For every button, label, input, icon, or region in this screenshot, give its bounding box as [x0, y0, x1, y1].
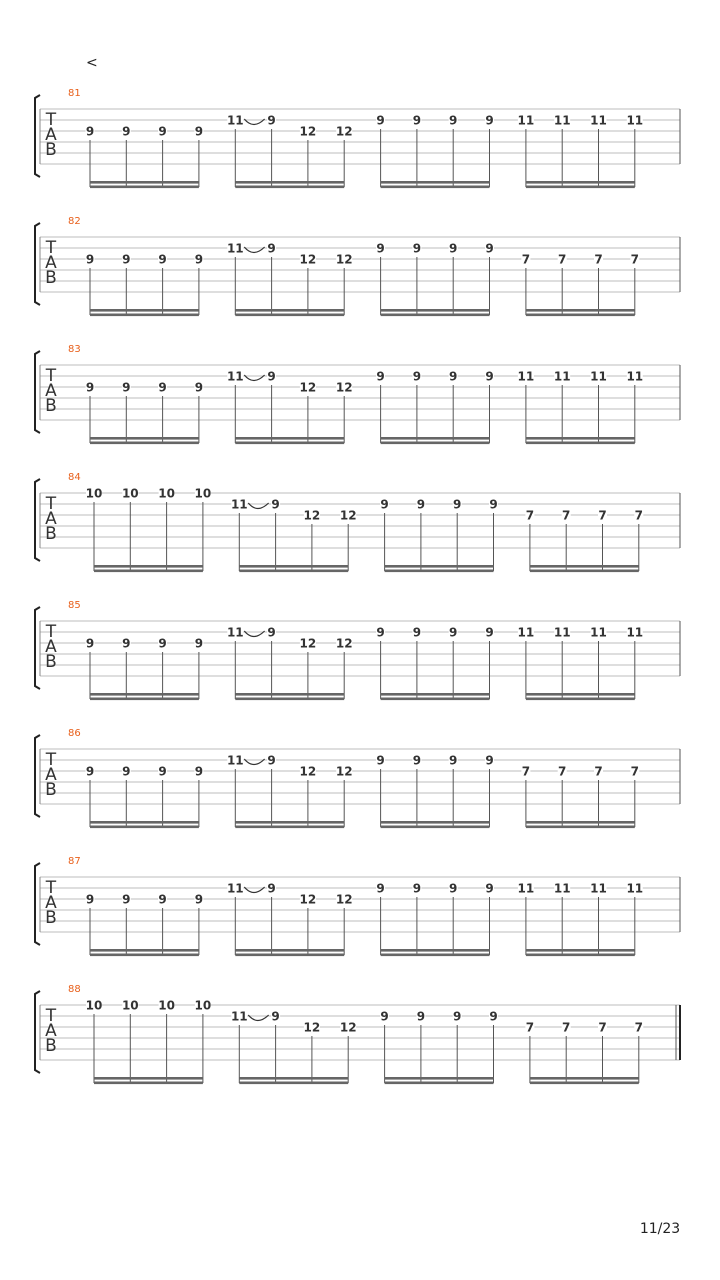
measure-number: 86: [68, 728, 81, 739]
fret-number: 12: [299, 252, 317, 267]
tab-system: [35, 600, 680, 700]
tab-clef-letter: T: [45, 366, 57, 386]
tab-system: [35, 88, 680, 188]
fret-number: 11: [230, 497, 248, 512]
fret-number: 11: [226, 753, 244, 768]
tab-clef-letter: B: [45, 396, 57, 416]
note-beam: [526, 437, 635, 440]
note-beam: [235, 826, 344, 829]
system-brace: [35, 735, 40, 817]
fret-number: 9: [489, 1009, 498, 1024]
fret-number: 11: [553, 625, 571, 640]
fret-number: 9: [85, 764, 95, 779]
tab-clef-letter: A: [45, 509, 57, 529]
tab-system: [35, 216, 680, 316]
fret-number: 9: [194, 124, 204, 139]
fret-number: 12: [335, 636, 353, 651]
note-beam: [90, 949, 199, 952]
fret-number: 12: [339, 508, 357, 523]
note-beam: [90, 181, 199, 184]
tab-clef-letter: T: [45, 110, 57, 130]
system-brace: [35, 351, 40, 433]
fret-number: 10: [158, 486, 175, 501]
measure-number: 81: [68, 88, 81, 99]
fret-number: 7: [525, 1020, 535, 1035]
note-beam: [530, 1077, 639, 1080]
fret-number: 9: [158, 124, 167, 139]
fret-number: 9: [376, 369, 385, 384]
tab-clef-letter: B: [45, 140, 57, 160]
tab-clef-letter: A: [45, 1021, 57, 1041]
fret-number: 9: [85, 252, 95, 267]
fret-number: 9: [376, 881, 385, 896]
fret-number: 11: [590, 113, 607, 128]
fret-number: 7: [525, 508, 535, 523]
fret-number: 9: [267, 625, 276, 640]
note-beam: [235, 693, 344, 696]
measure-number: 84: [68, 472, 81, 483]
note-beam: [235, 186, 344, 189]
fret-number: 12: [299, 764, 317, 779]
note-beam: [235, 309, 344, 312]
fret-number: 12: [335, 380, 353, 395]
note-beam: [94, 1082, 203, 1085]
fret-number: 12: [339, 1020, 357, 1035]
fret-number: 9: [122, 892, 131, 907]
fret-number: 7: [562, 1020, 571, 1035]
note-beam: [526, 698, 635, 701]
fret-number: 7: [594, 764, 603, 779]
fret-number: 10: [85, 998, 103, 1013]
fret-number: 11: [626, 113, 644, 128]
measure-number: 82: [68, 216, 81, 227]
fret-number: 9: [449, 241, 458, 256]
fret-number: 9: [267, 369, 276, 384]
note-beam: [526, 826, 635, 829]
tab-system: [35, 856, 680, 956]
fret-number: 9: [158, 636, 167, 651]
tab-clef-letter: A: [45, 125, 57, 145]
fret-number: 9: [485, 881, 494, 896]
note-beam: [235, 949, 344, 952]
fret-number: 12: [335, 892, 353, 907]
fret-number: 9: [485, 753, 494, 768]
tab-clef-letter: T: [45, 750, 57, 770]
note-beam: [526, 693, 635, 696]
system-brace: [35, 479, 40, 561]
fret-number: 9: [412, 625, 422, 640]
fret-number: 9: [449, 881, 458, 896]
tab-clef-letter: T: [45, 622, 57, 642]
fret-number: 7: [598, 1020, 607, 1035]
fret-number: 11: [590, 881, 607, 896]
tab-clef-letter: B: [45, 652, 57, 672]
fret-number: 12: [299, 892, 317, 907]
fret-number: 7: [598, 508, 607, 523]
fret-number: 9: [271, 497, 280, 512]
note-beam: [381, 949, 490, 952]
fret-number: 9: [380, 1009, 389, 1024]
fret-number: 12: [299, 124, 317, 139]
note-beam: [235, 314, 344, 317]
note-beam: [530, 565, 639, 568]
fret-number: 9: [412, 753, 422, 768]
fret-number: 9: [194, 252, 204, 267]
fret-number: 9: [449, 753, 458, 768]
note-beam: [385, 570, 494, 573]
note-beam: [381, 309, 490, 312]
fret-number: 9: [267, 881, 276, 896]
fret-number: 9: [158, 892, 167, 907]
fret-number: 9: [376, 753, 385, 768]
note-beam: [239, 1082, 348, 1085]
fret-number: 9: [485, 241, 494, 256]
fret-number: 9: [158, 252, 167, 267]
fret-number: 12: [303, 508, 321, 523]
fret-number: 11: [590, 369, 607, 384]
tab-clef-letter: T: [45, 494, 57, 514]
fret-number: 7: [521, 764, 531, 779]
system-brace: [35, 991, 40, 1073]
fret-number: 9: [376, 241, 385, 256]
fret-number: 7: [521, 252, 531, 267]
fret-number: 9: [412, 881, 422, 896]
tab-system: [35, 728, 680, 828]
fret-number: 10: [194, 998, 212, 1013]
fret-number: 9: [449, 113, 458, 128]
fret-number: 10: [121, 998, 139, 1013]
note-beam: [235, 698, 344, 701]
tab-system: [35, 984, 680, 1084]
note-beam: [90, 954, 199, 957]
fret-number: 9: [122, 764, 131, 779]
note-beam: [90, 437, 199, 440]
fret-number: 11: [517, 113, 535, 128]
note-beam: [381, 437, 490, 440]
note-beam: [90, 314, 199, 317]
note-beam: [235, 442, 344, 445]
system-brace: [35, 607, 40, 689]
fret-number: 11: [226, 369, 244, 384]
fret-number: 9: [380, 497, 389, 512]
fret-number: 11: [226, 241, 244, 256]
fret-number: 7: [558, 252, 567, 267]
fret-number: 9: [267, 241, 276, 256]
note-beam: [90, 693, 199, 696]
note-beam: [381, 442, 490, 445]
note-beam: [239, 565, 348, 568]
fret-number: 9: [412, 113, 422, 128]
fret-number: 11: [226, 625, 244, 640]
note-beam: [526, 181, 635, 184]
fret-number: 11: [230, 1009, 248, 1024]
tab-system: [35, 472, 680, 572]
note-beam: [235, 954, 344, 957]
fret-number: 11: [553, 369, 571, 384]
note-beam: [381, 826, 490, 829]
fret-number: 9: [453, 1009, 462, 1024]
system-brace: [35, 223, 40, 305]
fret-number: 9: [85, 892, 95, 907]
note-beam: [381, 181, 490, 184]
fret-number: 9: [194, 380, 204, 395]
note-beam: [526, 309, 635, 312]
measure-number: 87: [68, 856, 81, 867]
fret-number: 9: [453, 497, 462, 512]
fret-number: 9: [449, 625, 458, 640]
note-beam: [235, 821, 344, 824]
note-beam: [90, 309, 199, 312]
fret-number: 11: [226, 881, 244, 896]
fret-number: 10: [158, 998, 175, 1013]
fret-number: 9: [376, 625, 385, 640]
note-beam: [239, 570, 348, 573]
note-beam: [381, 314, 490, 317]
fret-number: 12: [303, 1020, 321, 1035]
fret-number: 12: [335, 124, 353, 139]
note-beam: [90, 698, 199, 701]
tab-clef-letter: A: [45, 381, 57, 401]
fret-number: 9: [412, 369, 422, 384]
fret-number: 10: [121, 486, 139, 501]
fret-number: 9: [122, 380, 131, 395]
note-beam: [381, 186, 490, 189]
fret-number: 7: [630, 252, 639, 267]
fret-number: 9: [267, 753, 276, 768]
note-beam: [385, 1082, 494, 1085]
fret-number: 11: [626, 625, 644, 640]
page-number: 11/23: [639, 1221, 681, 1237]
tab-clef-letter: A: [45, 253, 57, 273]
fret-number: 12: [299, 380, 317, 395]
note-beam: [530, 570, 639, 573]
fret-number: 7: [562, 508, 571, 523]
fret-number: 12: [335, 252, 353, 267]
tab-clef-letter: B: [45, 524, 57, 544]
note-beam: [90, 826, 199, 829]
note-beam: [90, 821, 199, 824]
fret-number: 11: [590, 625, 607, 640]
tab-clef-letter: B: [45, 908, 57, 928]
fret-number: 9: [267, 113, 276, 128]
note-beam: [526, 442, 635, 445]
note-beam: [526, 186, 635, 189]
fret-number: 9: [122, 252, 131, 267]
measure-number: 83: [68, 344, 81, 355]
tab-system: [35, 344, 680, 444]
fret-number: 11: [553, 881, 571, 896]
fret-number: 9: [489, 497, 498, 512]
fret-number: 9: [122, 124, 131, 139]
fret-number: 9: [85, 124, 95, 139]
tab-clef-letter: T: [45, 878, 57, 898]
fret-number: 12: [335, 764, 353, 779]
fret-number: 7: [630, 764, 639, 779]
tab-clef-letter: T: [45, 238, 57, 258]
note-beam: [235, 181, 344, 184]
system-brace: [35, 863, 40, 945]
fret-number: 9: [122, 636, 131, 651]
fret-number: 7: [594, 252, 603, 267]
fret-number: 9: [485, 369, 494, 384]
fret-number: 9: [194, 892, 204, 907]
note-beam: [381, 954, 490, 957]
note-beam: [381, 821, 490, 824]
tab-clef-letter: B: [45, 1036, 57, 1056]
tab-clef-letter: A: [45, 637, 57, 657]
fret-number: 9: [85, 380, 95, 395]
fret-number: 11: [226, 113, 244, 128]
fret-number: 10: [85, 486, 103, 501]
note-beam: [94, 565, 203, 568]
fret-number: 11: [553, 113, 571, 128]
note-beam: [239, 1077, 348, 1080]
note-beam: [94, 570, 203, 573]
note-beam: [526, 954, 635, 957]
fret-number: 11: [517, 625, 535, 640]
tab-clef-letter: A: [45, 893, 57, 913]
fret-number: 11: [626, 369, 644, 384]
note-beam: [385, 565, 494, 568]
tab-clef-letter: T: [45, 1006, 57, 1026]
note-beam: [526, 314, 635, 317]
fret-number: 7: [634, 508, 643, 523]
measure-number: 85: [68, 600, 81, 611]
fret-number: 7: [634, 1020, 643, 1035]
fret-number: 9: [194, 764, 204, 779]
note-beam: [94, 1077, 203, 1080]
fret-number: 12: [299, 636, 317, 651]
note-beam: [381, 698, 490, 701]
fret-number: 9: [485, 625, 494, 640]
fret-number: 9: [416, 497, 426, 512]
fret-number: 10: [194, 486, 212, 501]
fret-number: 9: [194, 636, 204, 651]
note-beam: [90, 442, 199, 445]
fret-number: 9: [158, 764, 167, 779]
tab-clef-letter: B: [45, 780, 57, 800]
fret-number: 9: [376, 113, 385, 128]
back-button[interactable]: <: [86, 55, 98, 71]
note-beam: [530, 1082, 639, 1085]
fret-number: 11: [626, 881, 644, 896]
fret-number: 7: [558, 764, 567, 779]
note-beam: [385, 1077, 494, 1080]
fret-number: 9: [485, 113, 494, 128]
note-beam: [235, 437, 344, 440]
measure-number: 88: [68, 984, 81, 995]
fret-number: 9: [271, 1009, 280, 1024]
fret-number: 9: [412, 241, 422, 256]
note-beam: [526, 821, 635, 824]
fret-number: 9: [85, 636, 95, 651]
fret-number: 9: [158, 380, 167, 395]
system-brace: [35, 95, 40, 177]
note-beam: [90, 186, 199, 189]
note-beam: [381, 693, 490, 696]
note-beam: [526, 949, 635, 952]
tab-clef-letter: B: [45, 268, 57, 288]
fret-number: 9: [449, 369, 458, 384]
fret-number: 9: [416, 1009, 426, 1024]
fret-number: 11: [517, 881, 535, 896]
fret-number: 11: [517, 369, 535, 384]
tab-clef-letter: A: [45, 765, 57, 785]
